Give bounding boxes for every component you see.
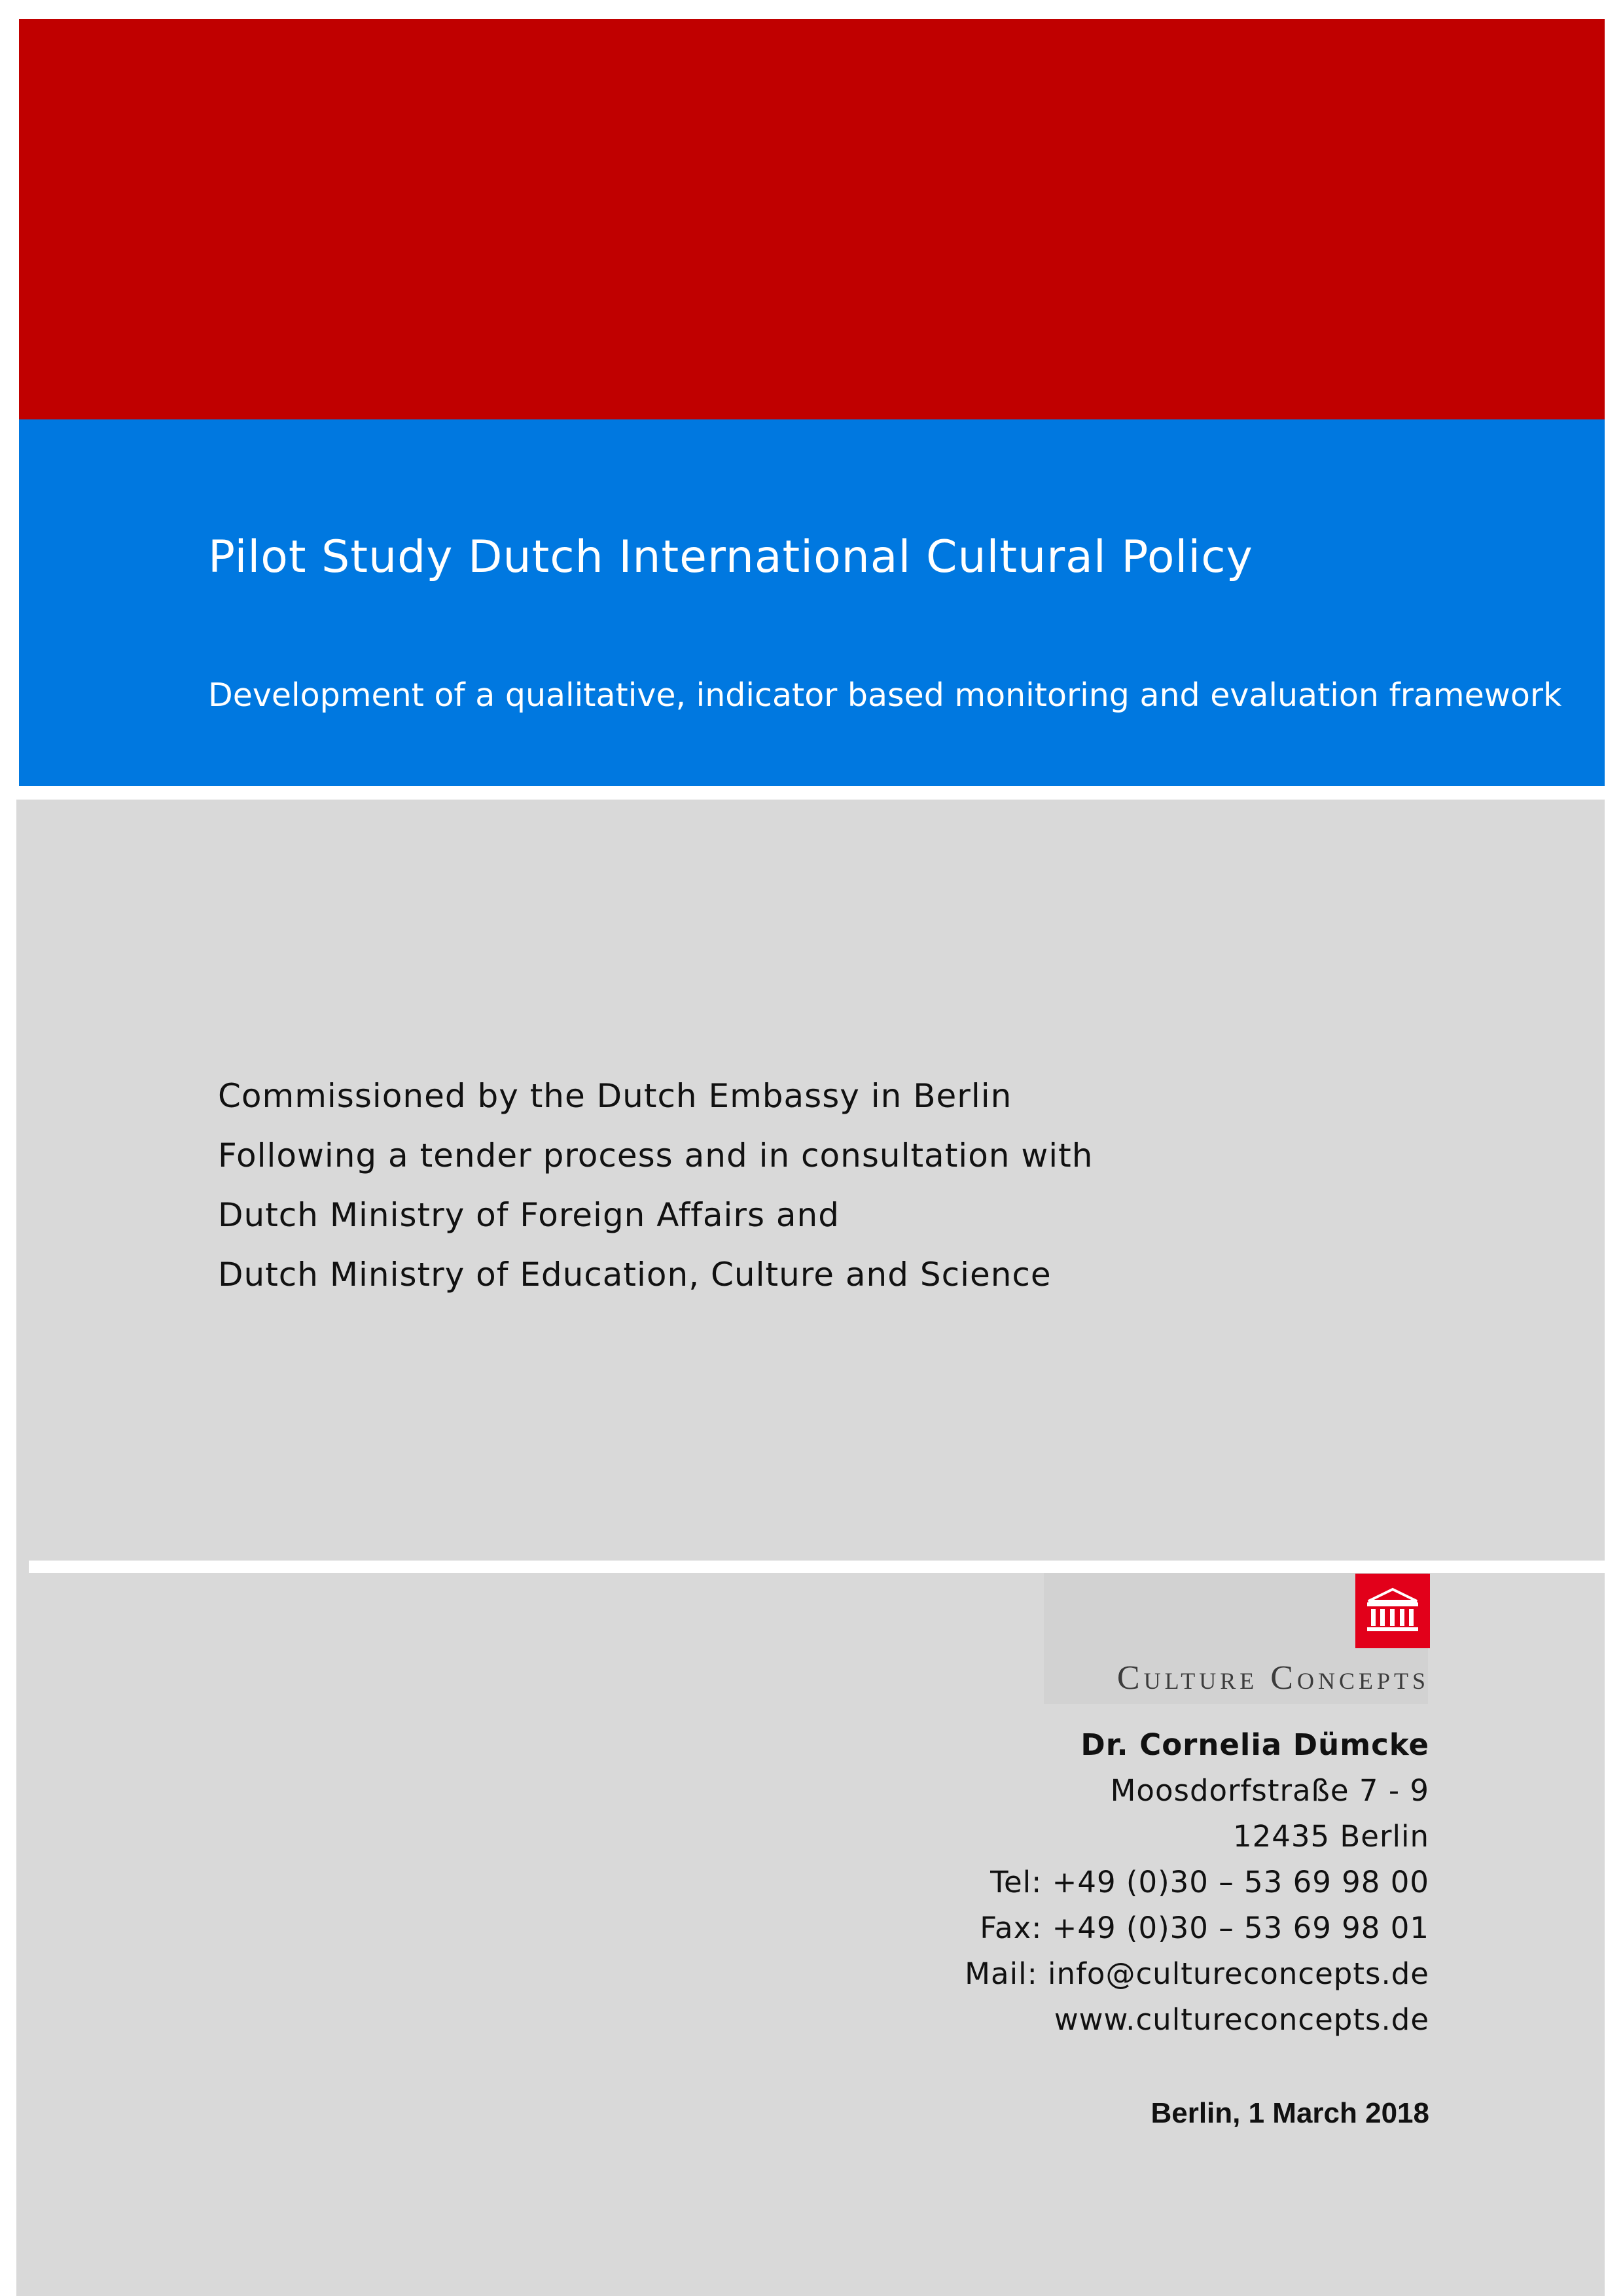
document-date: Berlin, 1 March 2018	[1150, 2097, 1429, 2129]
contact-fax: Fax: +49 (0)30 – 53 69 98 01	[980, 1911, 1429, 1945]
contact-phone: Tel: +49 (0)30 – 53 69 98 00	[990, 1865, 1429, 1899]
commission-line: Dutch Ministry of Foreign Affairs and	[218, 1196, 840, 1234]
commission-line: Commissioned by the Dutch Embassy in Berlin	[218, 1077, 1012, 1115]
document-title: Pilot Study Dutch International Cultural Policy	[208, 531, 1253, 583]
commission-line: Dutch Ministry of Education, Culture and Science	[218, 1256, 1052, 1294]
contact-website: www.cultureconcepts.de	[1054, 2002, 1429, 2037]
divider	[16, 1561, 1605, 1573]
contact-email: Mail: info@cultureconcepts.de	[965, 1956, 1429, 1991]
red-header-band	[19, 19, 1605, 419]
contact-block	[965, 1722, 1429, 2043]
document-subtitle: Development of a qualitative, indicator based monitoring and evaluation framework	[208, 677, 1562, 714]
contact-street: Moosdorfstraße 7 - 9	[1110, 1773, 1429, 1808]
panel-corner	[16, 1561, 29, 1573]
commission-line: Following a tender process and in consultation with	[218, 1137, 1094, 1174]
classical-building-icon	[1355, 1574, 1430, 1648]
contact-city: 12435 Berlin	[1232, 1819, 1429, 1854]
company-logo-text: Culture Concepts	[1116, 1659, 1429, 1697]
contact-name: Dr. Cornelia Dümcke	[1080, 1727, 1429, 1762]
commission-block	[218, 1067, 1093, 1305]
blue-title-band	[19, 419, 1605, 786]
